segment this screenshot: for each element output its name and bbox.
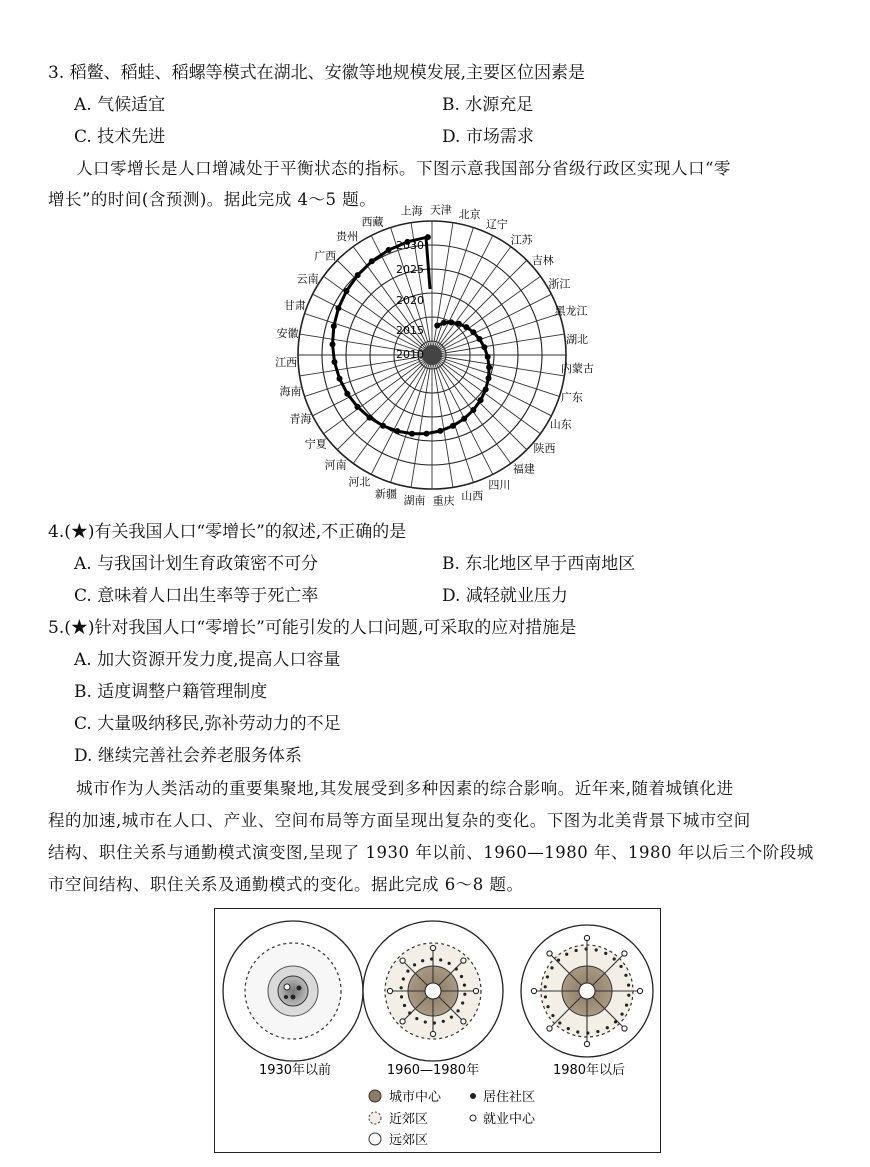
province-label: 上海 — [400, 204, 423, 218]
spiral-point — [483, 386, 489, 392]
q5-option-a: A. 加大资源开发力度,提高人口容量 — [74, 650, 341, 670]
province-label: 内蒙古 — [560, 362, 594, 376]
province-label: 吉林 — [531, 253, 554, 267]
province-label: 贵州 — [336, 230, 359, 244]
spiral-point — [485, 354, 491, 360]
province-label: 陕西 — [533, 442, 556, 456]
spiral-point — [380, 423, 386, 429]
q5-option-b: B. 适度调整户籍管理制度 — [74, 682, 268, 702]
legend-far-suburb: 远郊区 — [389, 1133, 429, 1148]
radar-grid — [298, 221, 566, 489]
intro2-line2: 程的加速,城市在人口、产业、空间布局等方面呈现出复杂的变化。下图为北美背景下城市空间 — [48, 811, 751, 830]
year-label: 2025 — [396, 263, 424, 276]
spiral-point — [337, 376, 343, 382]
spiral-point — [441, 320, 447, 326]
province-label: 山东 — [549, 417, 572, 431]
province-label: 新疆 — [374, 487, 397, 501]
spiral-point — [424, 431, 430, 437]
province-label: 北京 — [458, 207, 481, 221]
legend-near-suburb: 近郊区 — [389, 1112, 429, 1127]
province-label: 四川 — [488, 478, 511, 492]
spiral-point — [369, 258, 375, 264]
spiral-point — [343, 288, 349, 294]
province-label: 宁夏 — [304, 437, 327, 451]
province-label: 山西 — [461, 489, 484, 503]
stage-label-2: 1960—1980年 — [386, 1063, 480, 1078]
intro2-line1: 城市作为人类活动的重要集聚地,其发展受到多种因素的综合影响。近年来,随着城镇化进 — [76, 779, 734, 798]
province-label: 广西 — [314, 249, 337, 263]
province-label: 安徽 — [276, 327, 299, 341]
spiral-point — [486, 364, 492, 370]
spiral-point — [331, 323, 337, 329]
legend-employment-center: 就业中心 — [483, 1112, 536, 1127]
province-label: 甘肃 — [283, 298, 306, 312]
spiral-point — [461, 416, 467, 422]
stage-1960-1980-diagram — [363, 921, 503, 1061]
stage-1980-after-diagram — [521, 925, 653, 1057]
q5-stem: 5.(★)针对我国人口“零增长”可能引发的人口问题,可采取的应对措施是 — [48, 618, 577, 638]
figure-legend — [369, 1089, 536, 1148]
legend-city-center: 城市中心 — [389, 1090, 442, 1105]
spiral-point — [456, 321, 462, 327]
q3-option-c: C. 技术先进 — [74, 127, 166, 147]
year-label: 2010 — [396, 348, 424, 361]
intro2-line3: 结构、职住关系与通勤模式演变图,呈现了 1930 年以前、1960—1980 年、1980 年以后三个阶段城 — [48, 843, 814, 862]
province-label: 湖北 — [566, 333, 589, 347]
year-label: 2020 — [396, 294, 424, 307]
spiral-point — [463, 324, 469, 330]
q5-option-c: C. 大量吸纳移民,弥补劳动力的不足 — [74, 714, 341, 734]
spiral-point — [386, 247, 392, 253]
city-structure-figure — [214, 908, 661, 1153]
zero-growth-radar-figure — [270, 203, 600, 508]
spiral-point — [486, 375, 492, 381]
spiral-point — [434, 322, 440, 328]
province-label: 天津 — [429, 203, 452, 217]
stage-1930-diagram — [223, 921, 363, 1061]
province-label: 福建 — [512, 462, 535, 476]
spiral-point — [437, 428, 443, 434]
q4-stem: 4.(★)有关我国人口“零增长”的叙述,不正确的是 — [48, 522, 407, 542]
intro2-line4: 市空间结构、职住关系及通勤模式的变化。据此完成 6～8 题。 — [48, 875, 524, 894]
spiral-point — [394, 428, 400, 434]
province-label: 浙江 — [548, 277, 571, 291]
spiral-point — [354, 404, 360, 410]
spiral-point — [409, 431, 415, 437]
year-label: 2030 — [396, 239, 424, 252]
year-label: 2015 — [396, 324, 424, 337]
province-label: 黑龙江 — [554, 304, 588, 318]
spiral-point — [330, 341, 336, 347]
spiral-point — [355, 272, 361, 278]
q4-option-d: D. 减轻就业压力 — [442, 586, 568, 606]
q4-option-c: C. 意味着人口出生率等于死亡率 — [74, 586, 319, 606]
spiral-point — [470, 407, 476, 413]
q4-option-a: A. 与我国计划生育政策密不可分 — [74, 554, 319, 574]
province-label: 辽宁 — [485, 218, 508, 232]
q3-stem: 3. 稻鳖、稻蛙、稻螺等模式在湖北、安徽等地规模发展,主要区位因素是 — [48, 63, 586, 83]
spiral-point — [477, 336, 483, 342]
spiral-point — [448, 319, 454, 325]
q3-option-d: D. 市场需求 — [442, 127, 534, 147]
q5-option-d: D. 继续完善社会养老服务体系 — [74, 746, 302, 766]
spiral-point — [481, 344, 487, 350]
province-label: 海南 — [279, 385, 302, 399]
province-label: 青海 — [289, 412, 312, 426]
spiral-point — [331, 359, 337, 365]
spiral-point — [450, 423, 456, 429]
legend-residential: 居住社区 — [483, 1090, 536, 1105]
province-label: 河北 — [348, 475, 371, 489]
stage-label-3: 1980年以后 — [552, 1063, 626, 1078]
province-label: 西藏 — [361, 215, 384, 229]
province-label: 河南 — [324, 458, 347, 472]
province-label: 江苏 — [510, 233, 533, 247]
spiral-point — [470, 329, 476, 335]
q4-option-b: B. 东北地区早于西南地区 — [442, 554, 636, 574]
spiral-point — [344, 391, 350, 397]
stage-label-1: 1930年以前 — [258, 1063, 332, 1078]
province-label: 云南 — [296, 272, 319, 286]
q3-option-a: A. 气候适宜 — [74, 95, 166, 115]
province-label: 广东 — [560, 390, 583, 404]
province-label: 湖南 — [403, 493, 426, 507]
spiral-point — [478, 397, 484, 403]
q3-option-b: B. 水源充足 — [442, 95, 534, 115]
spiral-point — [335, 305, 341, 311]
spiral-point — [367, 415, 373, 421]
intro1-line2: 增长”的时间(含预测)。据此完成 4～5 题。 — [48, 190, 377, 209]
province-label: 重庆 — [432, 494, 455, 508]
province-label: 江西 — [275, 356, 298, 370]
intro1-line1: 人口零增长是人口增减处于平衡状态的指标。下图示意我国部分省级行政区实现人口“零 — [76, 159, 731, 178]
